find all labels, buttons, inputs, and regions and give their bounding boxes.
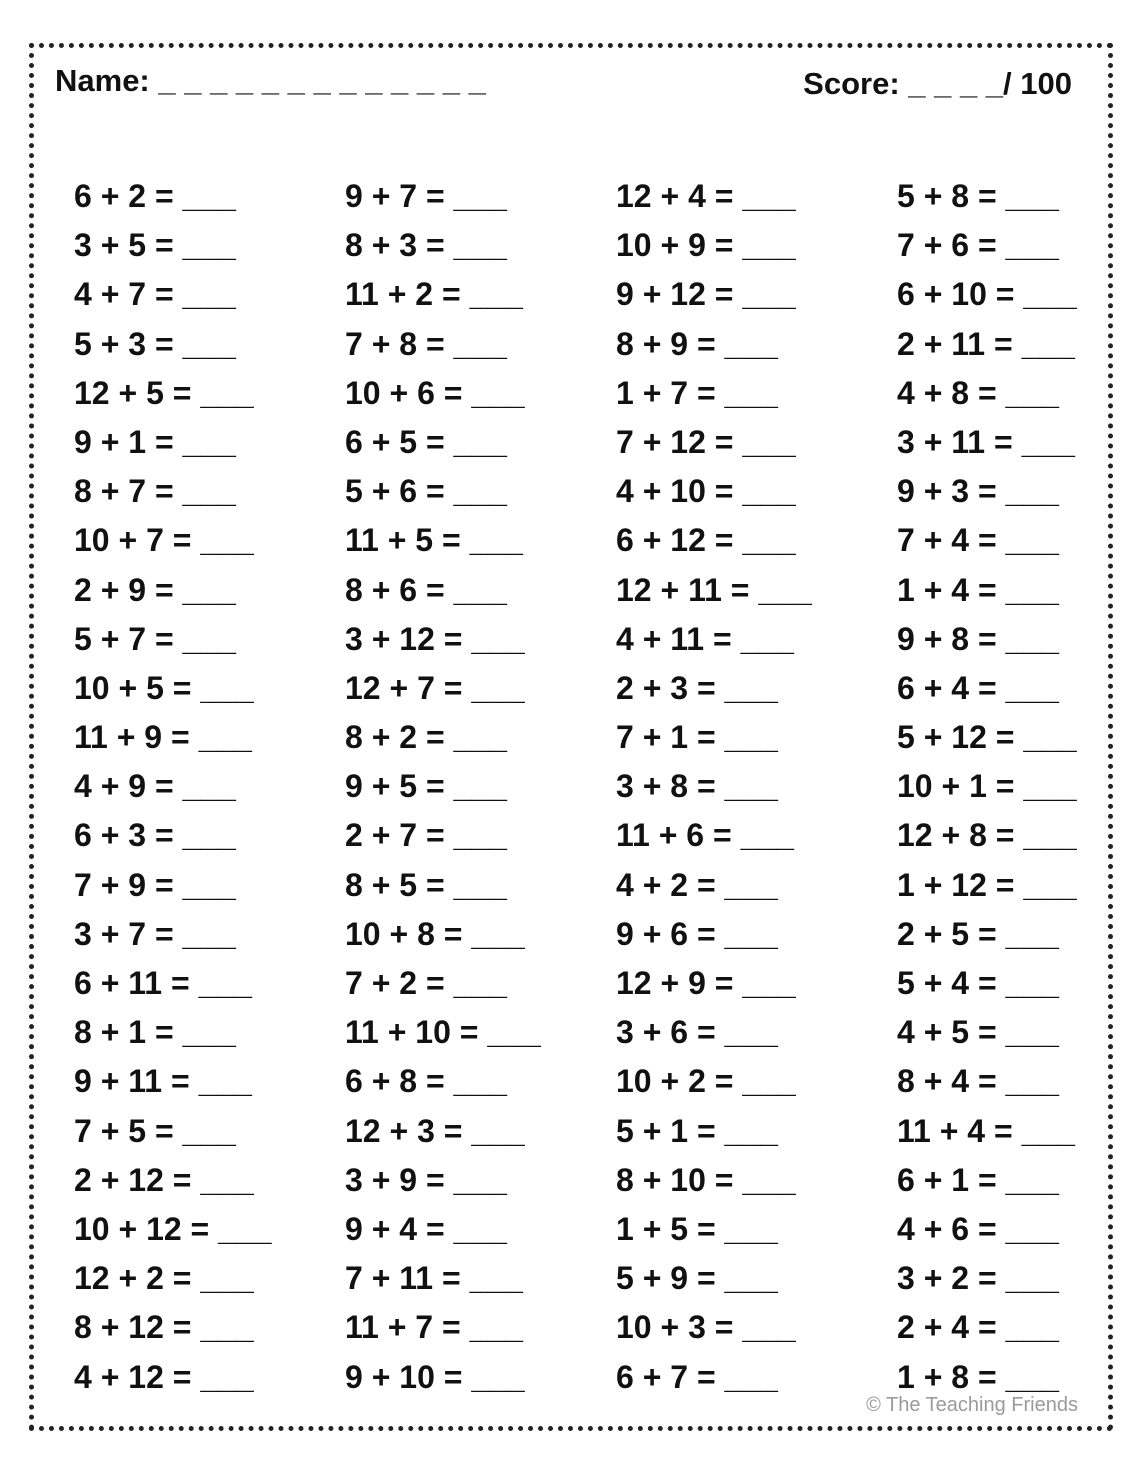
math-problem[interactable]: 9 + 8 = ___ xyxy=(897,620,1059,657)
math-problem[interactable]: 3 + 9 = ___ xyxy=(345,1161,507,1198)
math-problem[interactable]: 8 + 1 = ___ xyxy=(74,1014,236,1051)
math-problem[interactable]: 5 + 7 = ___ xyxy=(74,620,236,657)
math-problem[interactable]: 2 + 11 = ___ xyxy=(897,325,1075,362)
math-problem[interactable]: 8 + 2 = ___ xyxy=(345,719,507,756)
math-problem[interactable]: 5 + 1 = ___ xyxy=(616,1112,778,1149)
math-problem[interactable]: 9 + 10 = ___ xyxy=(345,1358,525,1395)
math-problem[interactable]: 12 + 5 = ___ xyxy=(74,374,254,411)
math-problem[interactable]: 6 + 8 = ___ xyxy=(345,1063,507,1100)
math-problem[interactable]: 7 + 6 = ___ xyxy=(897,227,1059,264)
math-problem[interactable]: 4 + 2 = ___ xyxy=(616,866,778,903)
problem-column-3 xyxy=(616,174,812,1404)
math-problem[interactable]: 6 + 10 = ___ xyxy=(897,276,1077,313)
math-problem[interactable]: 12 + 3 = ___ xyxy=(345,1112,525,1149)
math-problem[interactable]: 12 + 7 = ___ xyxy=(345,669,525,706)
math-problem[interactable]: 1 + 5 = ___ xyxy=(616,1210,778,1247)
math-problem[interactable]: 8 + 7 = ___ xyxy=(74,473,236,510)
math-problem[interactable]: 6 + 3 = ___ xyxy=(74,817,236,854)
math-problem[interactable]: 2 + 7 = ___ xyxy=(345,817,507,854)
math-problem[interactable]: 7 + 4 = ___ xyxy=(897,522,1059,559)
math-problem[interactable]: 10 + 9 = ___ xyxy=(616,227,796,264)
math-problem[interactable]: 2 + 12 = ___ xyxy=(74,1161,254,1198)
math-problem[interactable]: 4 + 10 = ___ xyxy=(616,473,796,510)
math-problem[interactable]: 10 + 1 = ___ xyxy=(897,768,1077,805)
math-problem[interactable]: 6 + 2 = ___ xyxy=(74,178,236,214)
math-problem[interactable]: 8 + 9 = ___ xyxy=(616,325,778,362)
math-problem[interactable]: 11 + 6 = ___ xyxy=(616,817,794,854)
math-problem[interactable]: 5 + 3 = ___ xyxy=(74,325,236,362)
math-problem[interactable]: 5 + 12 = ___ xyxy=(897,719,1077,756)
math-problem[interactable]: 9 + 6 = ___ xyxy=(616,915,778,952)
math-problem[interactable]: 7 + 12 = ___ xyxy=(616,423,796,460)
math-problem[interactable]: 1 + 7 = ___ xyxy=(616,374,778,411)
math-problem[interactable]: 8 + 12 = ___ xyxy=(74,1309,254,1346)
math-problem[interactable]: 3 + 8 = ___ xyxy=(616,768,778,805)
math-problem[interactable]: 9 + 4 = ___ xyxy=(345,1210,507,1247)
math-problem[interactable]: 11 + 4 = ___ xyxy=(897,1112,1075,1149)
math-problem[interactable]: 5 + 6 = ___ xyxy=(345,473,507,510)
math-problem[interactable]: 2 + 3 = ___ xyxy=(616,669,778,706)
math-problem[interactable]: 7 + 1 = ___ xyxy=(616,719,778,756)
math-problem[interactable]: 12 + 8 = ___ xyxy=(897,817,1077,854)
math-problem[interactable]: 8 + 6 = ___ xyxy=(345,571,507,608)
math-problem[interactable]: 8 + 5 = ___ xyxy=(345,866,507,903)
math-problem[interactable]: 12 + 9 = ___ xyxy=(616,965,796,1001)
math-problem[interactable]: 7 + 11 = ___ xyxy=(345,1260,523,1297)
problem-column-4 xyxy=(897,174,1077,1404)
math-problem[interactable]: 8 + 3 = ___ xyxy=(345,227,507,264)
watermark-credit: © The Teaching Friends xyxy=(866,1394,1078,1416)
math-problem[interactable]: 9 + 11 = ___ xyxy=(74,1063,252,1100)
math-problem[interactable]: 4 + 6 = ___ xyxy=(897,1210,1059,1247)
math-problem[interactable]: 10 + 3 = ___ xyxy=(616,1309,796,1346)
score-field[interactable]: Score: _ _ _ _/ 100 xyxy=(803,66,1072,101)
math-problem[interactable]: 10 + 12 = ___ xyxy=(74,1210,272,1247)
math-problem[interactable]: 5 + 4 = ___ xyxy=(897,965,1059,1001)
math-problem[interactable]: 2 + 4 = ___ xyxy=(897,1309,1059,1346)
math-problem[interactable]: 4 + 5 = ___ xyxy=(897,1014,1059,1051)
math-problem[interactable]: 10 + 5 = ___ xyxy=(74,669,254,706)
math-problem[interactable]: 6 + 7 = ___ xyxy=(616,1358,778,1395)
math-problem[interactable]: 9 + 12 = ___ xyxy=(616,276,796,313)
math-problem[interactable]: 5 + 9 = ___ xyxy=(616,1260,778,1297)
math-problem[interactable]: 7 + 8 = ___ xyxy=(345,325,507,362)
math-problem[interactable]: 2 + 9 = ___ xyxy=(74,571,236,608)
math-problem[interactable]: 1 + 4 = ___ xyxy=(897,571,1059,608)
math-problem[interactable]: 7 + 5 = ___ xyxy=(74,1112,236,1149)
math-problem[interactable]: 7 + 2 = ___ xyxy=(345,965,507,1001)
math-problem[interactable]: 11 + 5 = ___ xyxy=(345,522,523,559)
math-problem[interactable]: 11 + 9 = ___ xyxy=(74,719,252,756)
math-problem[interactable]: 6 + 11 = ___ xyxy=(74,965,252,1001)
math-problem[interactable]: 6 + 4 = ___ xyxy=(897,669,1059,706)
math-problem[interactable]: 4 + 12 = ___ xyxy=(74,1358,254,1395)
math-problem[interactable]: 10 + 2 = ___ xyxy=(616,1063,796,1100)
math-problem[interactable]: 5 + 8 = ___ xyxy=(897,178,1059,214)
math-problem[interactable]: 3 + 11 = ___ xyxy=(897,423,1075,460)
math-problem[interactable]: 1 + 8 = ___ xyxy=(897,1358,1059,1395)
math-problem[interactable]: 6 + 1 = ___ xyxy=(897,1161,1059,1198)
math-problem[interactable]: 3 + 7 = ___ xyxy=(74,915,236,952)
math-problem[interactable]: 12 + 11 = ___ xyxy=(616,571,812,608)
math-problem[interactable]: 11 + 10 = ___ xyxy=(345,1014,541,1051)
math-problem[interactable]: 3 + 6 = ___ xyxy=(616,1014,778,1051)
math-problem[interactable]: 6 + 12 = ___ xyxy=(616,522,796,559)
math-problem[interactable]: 12 + 4 = ___ xyxy=(616,178,796,214)
math-problem[interactable]: 10 + 8 = ___ xyxy=(345,915,525,952)
name-field[interactable]: Name: _ _ _ _ _ _ _ _ _ _ _ _ _ xyxy=(55,63,486,98)
math-problem[interactable]: 9 + 7 = ___ xyxy=(345,178,507,214)
math-problem[interactable]: 9 + 3 = ___ xyxy=(897,473,1059,510)
math-problem[interactable]: 3 + 5 = ___ xyxy=(74,227,236,264)
math-problem[interactable]: 8 + 10 = ___ xyxy=(616,1161,796,1198)
math-problem[interactable]: 10 + 6 = ___ xyxy=(345,374,525,411)
math-problem[interactable]: 4 + 11 = ___ xyxy=(616,620,794,657)
math-problem[interactable]: 4 + 8 = ___ xyxy=(897,374,1059,411)
math-problem[interactable]: 4 + 9 = ___ xyxy=(74,768,236,805)
problem-column-2 xyxy=(345,174,541,1404)
math-problem[interactable]: 1 + 12 = ___ xyxy=(897,866,1077,903)
math-problem[interactable]: 9 + 1 = ___ xyxy=(74,423,236,460)
math-problem[interactable]: 11 + 2 = ___ xyxy=(345,276,523,313)
math-problem[interactable]: 3 + 12 = ___ xyxy=(345,620,525,657)
math-problem[interactable]: 12 + 2 = ___ xyxy=(74,1260,254,1297)
math-problem[interactable]: 6 + 5 = ___ xyxy=(345,423,507,460)
math-problem[interactable]: 10 + 7 = ___ xyxy=(74,522,254,559)
math-problem[interactable]: 4 + 7 = ___ xyxy=(74,276,236,313)
math-problem[interactable]: 11 + 7 = ___ xyxy=(345,1309,523,1346)
problem-column-1 xyxy=(74,174,272,1404)
math-problem[interactable]: 9 + 5 = ___ xyxy=(345,768,507,805)
math-problem[interactable]: 8 + 4 = ___ xyxy=(897,1063,1059,1100)
math-problem[interactable]: 3 + 2 = ___ xyxy=(897,1260,1059,1297)
math-problem[interactable]: 7 + 9 = ___ xyxy=(74,866,236,903)
math-problem[interactable]: 2 + 5 = ___ xyxy=(897,915,1059,952)
